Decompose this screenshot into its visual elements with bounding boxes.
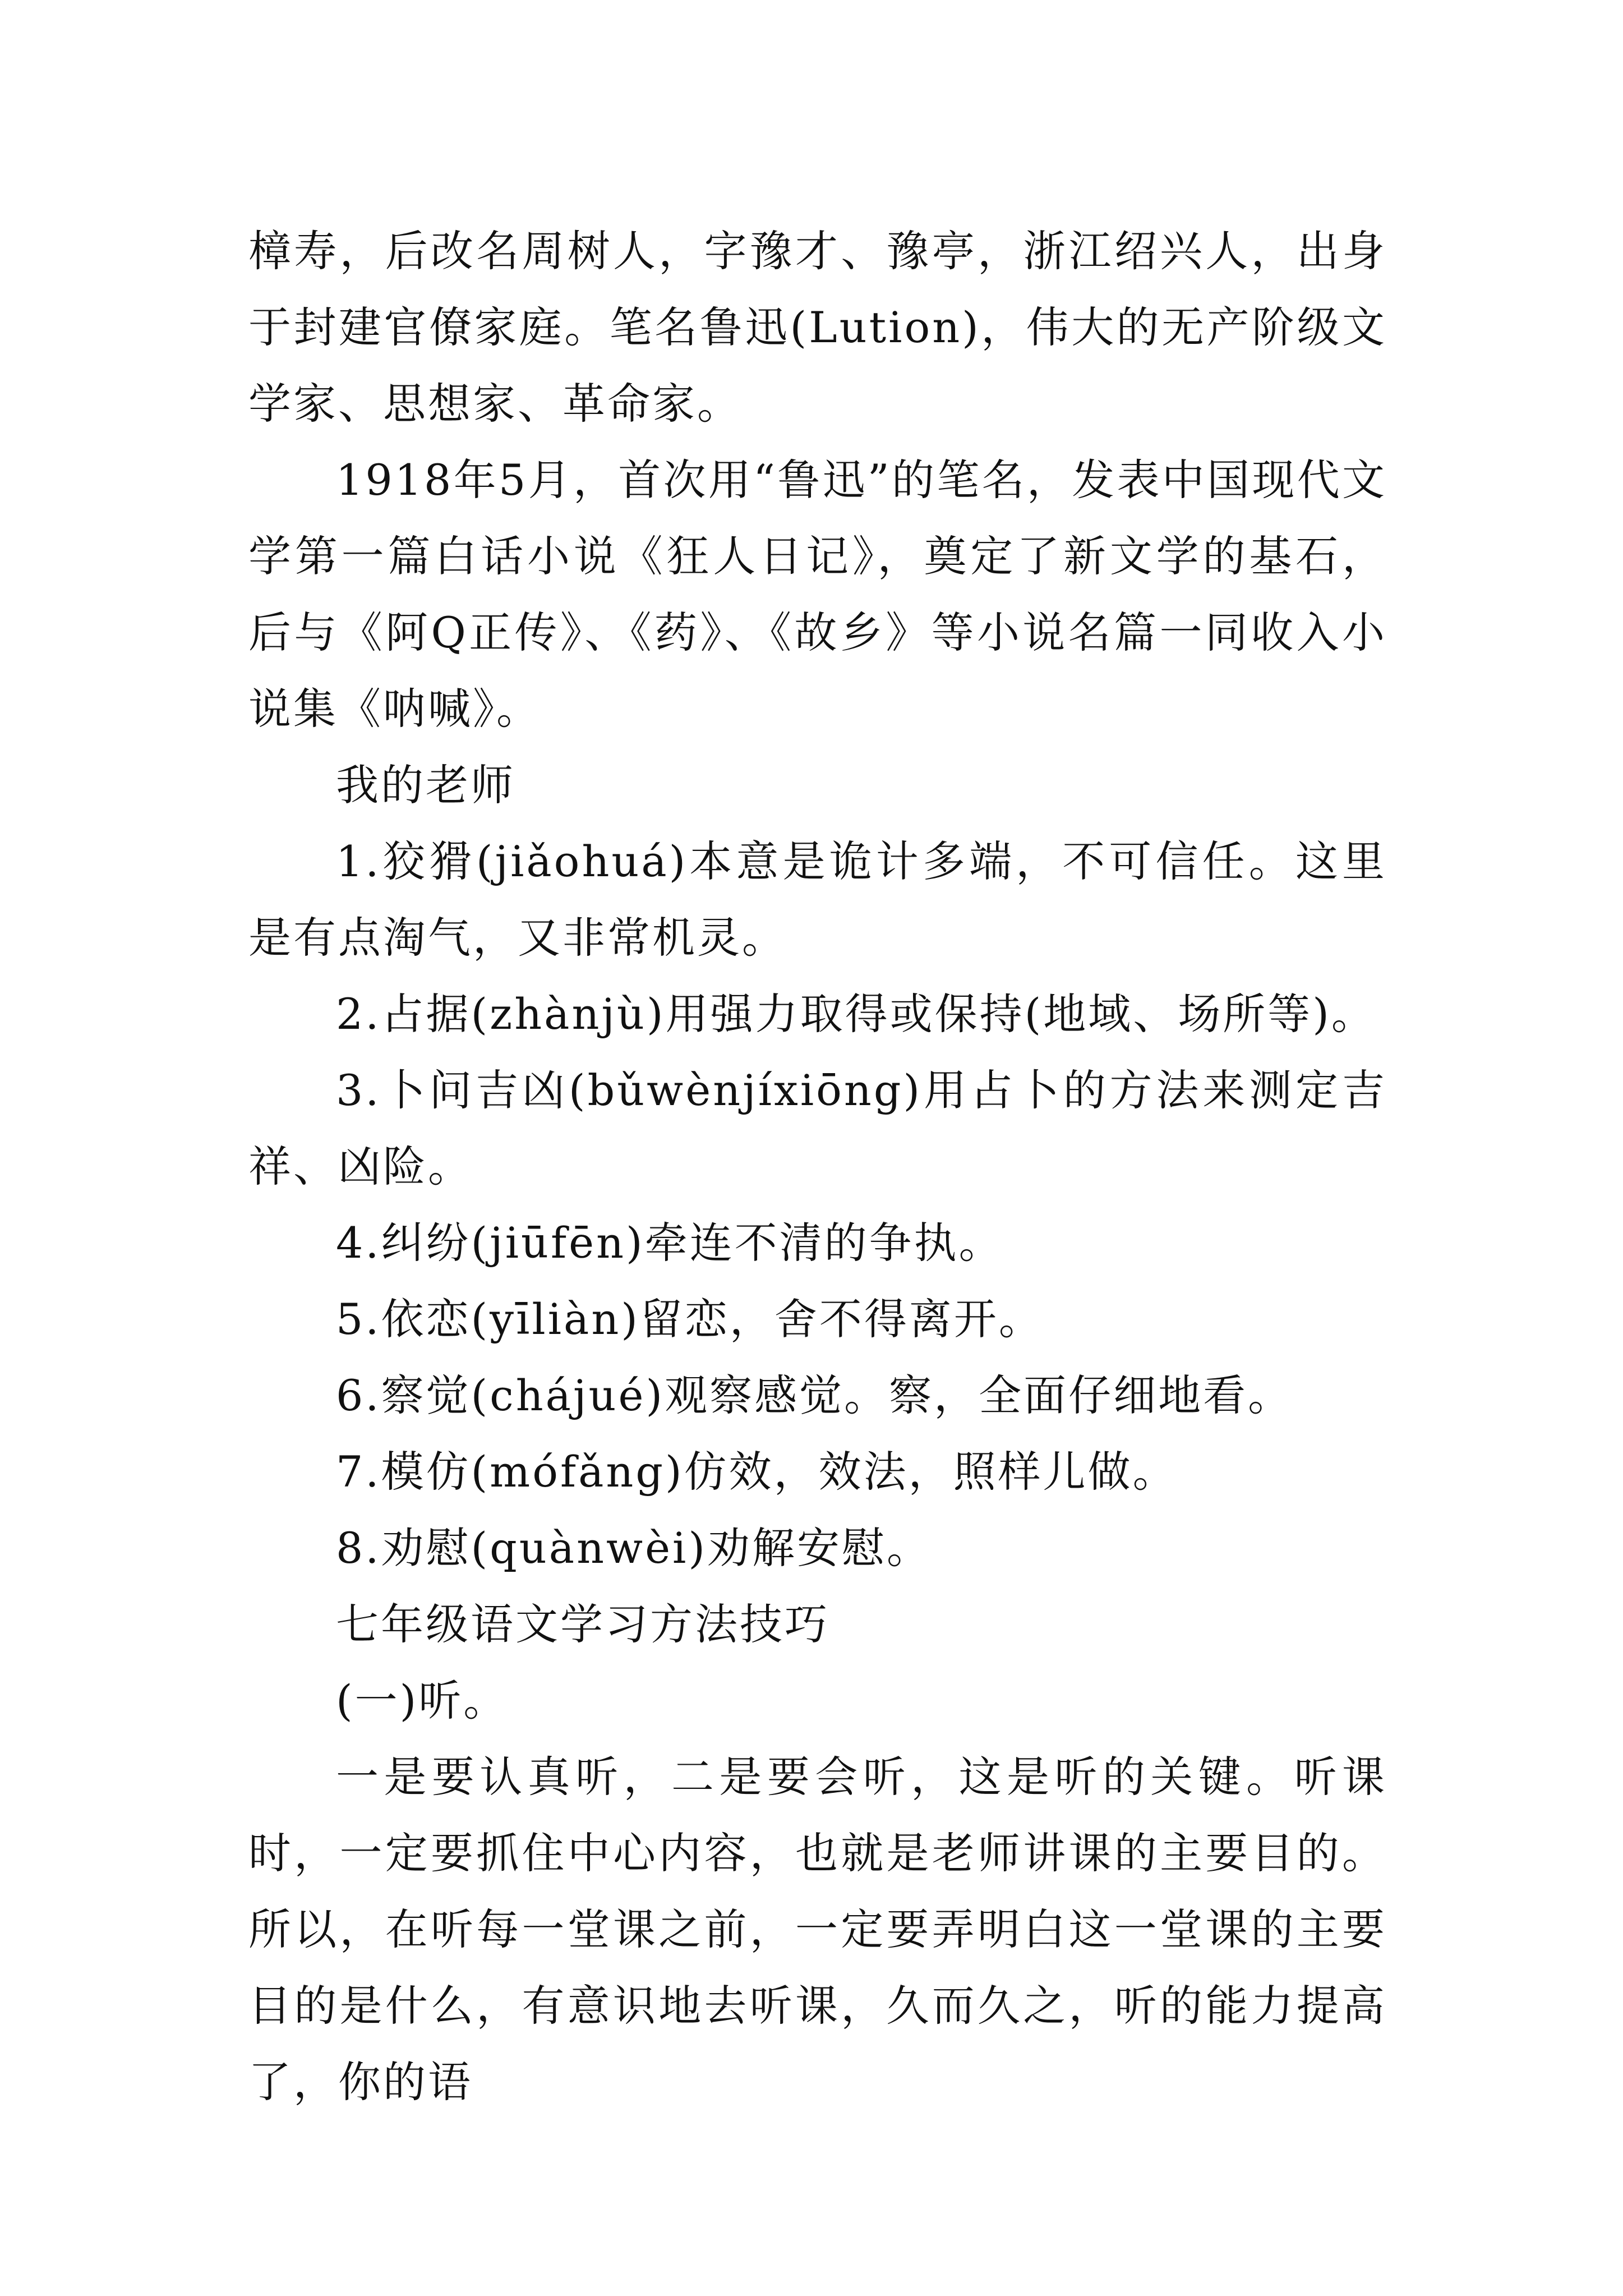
paragraph-kuangren-riji: 1918年5月，首次用“鲁迅”的笔名，发表中国现代文学第一篇白话小说《狂人日记》，奠定了新文学的基石，后与《阿Q正传》、《药》、《故乡》等小说名篇一同收入小说集《呐喊》。 xyxy=(248,455,1387,734)
paragraph-listening: 一是要认真听，二是要会听，这是听的关键。听课时，一定要抓住中心内容，也就是老师讲课的主要目的。所以，在听每一堂课之前，一定要弄明白这一堂课的主要目的是什么，有意识地去听课，久而久之，听的能力提高了，你的语 xyxy=(248,1752,1387,2107)
vocab-item-7: 7.模仿(mófǎng)仿效，效法，照样儿做。 xyxy=(336,1447,1178,1497)
vocab-item-3: 3.卜问吉凶(bǔwènjíxiōng)用占卜的方法来测定吉祥、凶险。 xyxy=(248,1065,1387,1191)
document-body xyxy=(248,213,1387,2120)
vocab-item-2: 2.占据(zhànjù)用强力取得或保持(地域、场所等)。 xyxy=(336,989,1376,1039)
section-heading-study-methods: 七年级语文学习方法技巧 xyxy=(336,1599,829,1649)
vocab-item-8: 8.劝慰(quànwèi)劝解安慰。 xyxy=(336,1523,932,1573)
section-heading-my-teacher: 我的老师 xyxy=(336,760,515,810)
vocab-item-6: 6.察觉(chájué)观察感觉。察，全面仔细地看。 xyxy=(336,1370,1293,1420)
paragraph-lu-xun-bio: 樟寿，后改名周树人，字豫才、豫亭，浙江绍兴人，出身于封建官僚家庭。笔名鲁迅(Lution)，伟大的无产阶级文学家、思想家、革命家。 xyxy=(248,226,1387,429)
vocab-item-4: 4.纠纷(jiūfēn)牵连不清的争执。 xyxy=(336,1218,1004,1268)
vocab-item-5: 5.依恋(yīliàn)留恋，舍不得离开。 xyxy=(336,1294,1044,1344)
subsection-heading-listening: (一)听。 xyxy=(336,1676,509,1726)
vocab-item-1: 1.狡猾(jiǎohuá)本意是诡计多端，不可信任。这里是有点淘气，又非常机灵。 xyxy=(248,836,1387,963)
